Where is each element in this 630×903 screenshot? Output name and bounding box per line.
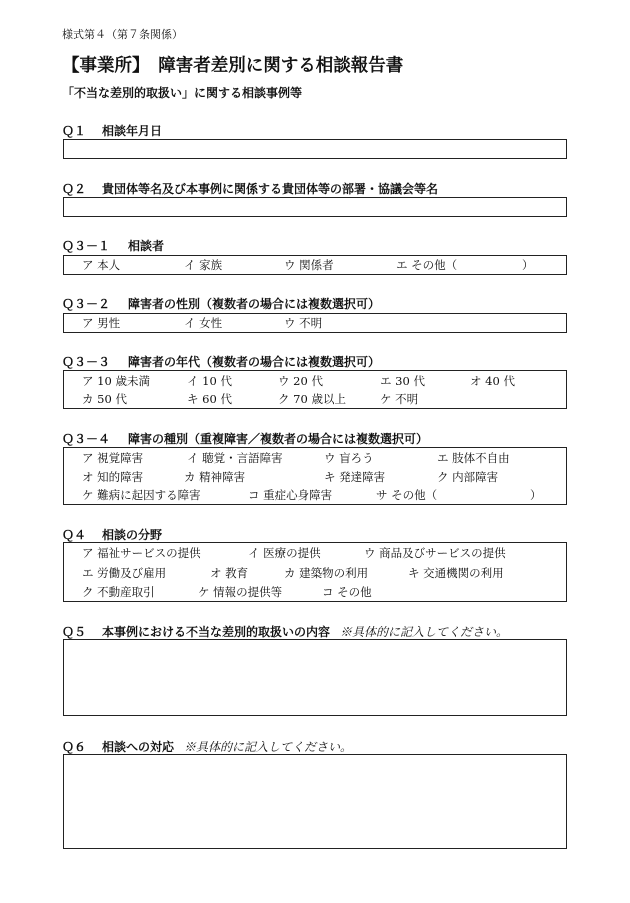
q5-heading (62, 623, 508, 640)
q3-3-option[interactable]: キ 60 代 (187, 392, 232, 406)
q3-1-option-close: ） (522, 258, 534, 272)
q2-number: Ｑ２ (62, 182, 87, 196)
q3-1-heading (62, 237, 164, 254)
q3-4-option[interactable]: キ 発達障害 (324, 470, 386, 484)
q4-option[interactable]: エ 労働及び雇用 (82, 566, 167, 580)
q3-3-option[interactable]: ウ 20 代 (278, 374, 323, 388)
q2-heading (62, 180, 438, 197)
q3-4-option[interactable]: イ 聴覚・言語障害 (187, 451, 283, 465)
q3-3-option[interactable]: ケ 不明 (380, 392, 419, 406)
q4-option[interactable]: ク 不動産取引 (82, 585, 155, 599)
q3-4-option[interactable]: ケ 難病に起因する障害 (82, 488, 201, 502)
q3-3-option[interactable]: イ 10 代 (187, 374, 232, 388)
q1-heading (62, 122, 162, 139)
q5-content-field[interactable] (63, 639, 567, 716)
q1-number: Ｑ１ (62, 124, 87, 138)
q3-3-option[interactable]: ク 70 歳以上 (278, 392, 346, 406)
q3-1-number: Ｑ３－１ (62, 239, 111, 253)
q3-4-option[interactable]: ク 内部障害 (437, 470, 499, 484)
q3-2-label: 障害者の性別（複数者の場合には複数選択可） (128, 297, 381, 311)
q3-4-option[interactable]: オ 知的障害 (82, 470, 144, 484)
q6-label: 相談への対応 (102, 740, 175, 754)
q2-organization-field[interactable] (63, 197, 567, 217)
q3-2-options-box (63, 313, 567, 333)
q3-3-option[interactable]: ア 10 歳未満 (82, 374, 150, 388)
q3-4-option[interactable]: コ 重症心身障害 (248, 488, 333, 502)
q4-option[interactable]: キ 交通機関の利用 (408, 566, 504, 580)
q3-4-number: Ｑ３－４ (62, 432, 111, 446)
q3-3-number: Ｑ３－３ (62, 355, 111, 369)
page-title: 【事業所】 障害者差別に関する相談報告書 (62, 56, 404, 76)
q3-4-option[interactable]: ウ 盲ろう (324, 451, 374, 465)
q2-label: 貴団体等名及び本事例に関係する貴団体等の部署・協議会等名 (102, 182, 439, 196)
q3-1-option[interactable]: イ 家族 (184, 258, 223, 272)
q3-2-number: Ｑ３－２ (62, 297, 111, 311)
form-number: 様式第４（第７条関係） (62, 28, 183, 41)
q1-label: 相談年月日 (102, 124, 163, 138)
q3-1-option[interactable]: エ その他（ (396, 258, 458, 272)
q4-options-box (63, 542, 567, 602)
q6-note: ※具体的に記入してください。 (184, 740, 353, 754)
q3-1-option[interactable]: ア 本人 (82, 258, 121, 272)
q3-1-option[interactable]: ウ 関係者 (284, 258, 334, 272)
q5-note: ※具体的に記入してください。 (340, 625, 509, 639)
q3-4-option[interactable]: カ 精神障害 (184, 470, 246, 484)
q4-option[interactable]: ケ 情報の提供等 (198, 585, 283, 599)
q4-option[interactable]: コ その他 (322, 585, 372, 599)
q3-2-option[interactable]: ア 男性 (82, 316, 121, 330)
q4-option[interactable]: ア 福祉サービスの提供 (82, 546, 201, 560)
q3-4-option[interactable]: エ 肢体不自由 (437, 451, 510, 465)
q3-4-options-box (63, 447, 567, 505)
q4-label: 相談の分野 (102, 528, 163, 542)
q3-4-option[interactable]: ア 視覚障害 (82, 451, 144, 465)
q5-number: Ｑ５ (62, 625, 87, 639)
q3-1-label: 相談者 (128, 239, 165, 253)
q5-label: 本事例における不当な差別的取扱いの内容 (102, 625, 331, 639)
q3-4-option-close: ） (530, 488, 542, 502)
q1-date-field[interactable] (63, 139, 567, 159)
q6-response-field[interactable] (63, 754, 567, 849)
q3-4-heading (62, 430, 428, 447)
q3-3-label: 障害者の年代（複数者の場合には複数選択可） (128, 355, 381, 369)
q3-4-label: 障害の種別（重複障害／複数者の場合には複数選択可） (128, 432, 429, 446)
q3-3-option[interactable]: エ 30 代 (380, 374, 425, 388)
q4-heading (62, 526, 162, 543)
q6-number: Ｑ６ (62, 740, 87, 754)
page-subtitle: 「不当な差別的取扱い」に関する相談事例等 (62, 86, 303, 100)
q4-option[interactable]: オ 教育 (210, 566, 249, 580)
q4-option[interactable]: カ 建築物の利用 (284, 566, 369, 580)
q3-2-option[interactable]: イ 女性 (184, 316, 223, 330)
q3-1-options-box (63, 255, 567, 275)
q6-heading (62, 738, 352, 755)
q3-3-heading (62, 353, 380, 370)
q3-3-option[interactable]: オ 40 代 (470, 374, 515, 388)
q4-option[interactable]: ウ 商品及びサービスの提供 (364, 546, 506, 560)
q3-2-heading (62, 295, 380, 312)
q4-option[interactable]: イ 医療の提供 (248, 546, 321, 560)
q3-3-option[interactable]: カ 50 代 (82, 392, 127, 406)
q3-4-option[interactable]: サ その他（ (376, 488, 438, 502)
q3-2-option[interactable]: ウ 不明 (284, 316, 323, 330)
q4-number: Ｑ４ (62, 528, 87, 542)
q3-3-options-box (63, 370, 567, 409)
